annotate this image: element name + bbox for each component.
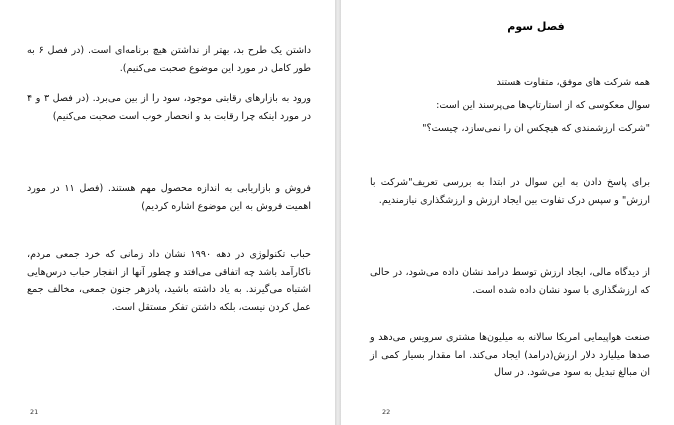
right-paragraph-3: "شرکت ارزشمندی که هیچکس ان را نمی‌سازد، چیست؟" [422,123,650,134]
right-paragraph-6: صنعت هواپیمایی امریکا سالانه به میلیون‌ها مشتری سرویس می‌دهد و صدها میلیارد دلار ارزش(درامد) ایجاد می‌کند. اما مقدار بسیار کمی از ان مبالغ تبدیل به سود می‌شود. در سال [370,332,650,378]
right-page [341,0,674,425]
left-paragraph-4: حباب تکنولوژی در دهه ۱۹۹۰ نشان داد زمانی که خرد جمعی مردم، ناکارآمد باشد چه اتفاقی می‌افتد و چطور آنها از انفجار حباب درس‌هایی اشتباه می‌گیرند. به یاد داشته باشید، پادزهر جنون جمعی، مخالف جمع عمل کردن نیست، بلکه داشتن تفکر مستقل است. [27,249,311,313]
left-page-number: 21 [30,408,39,416]
right-paragraph-5: از دیدگاه مالی، ایجاد ارزش توسط درامد نشان داده می‌شود، در حالی که ارزشگذاری با سود نشان داده شده است. [370,267,650,296]
left-page [0,0,335,425]
left-paragraph-2: ورود به بازارهای رقابتی موجود، سود را از بین می‌برد. (در فصل ۳ و ۴ در مورد اینکه چرا رقابت بد و انحصار خوب است صحبت می‌کنیم) [27,93,311,122]
left-paragraph-3: فروش و بازاریابی به اندازه محصول مهم هستند. (فصل ۱۱ در مورد اهمیت فروش به این موضوع اشاره کردیم) [27,183,311,212]
right-paragraph-1: همه شرکت های موفق، متفاوت هستند [496,77,650,88]
right-paragraph-4: برای پاسخ دادن به این سوال در ابتدا به بررسی تعریف"شرکت با ارزش" و سپس درک تفاوت بین ایجاد ارزش و ارزشگذاری نیازمندیم. [370,177,650,206]
chapter-title: فصل سوم [507,20,565,33]
left-paragraph-1: داشتن یک طرح بد، بهتر از نداشتن هیچ برنامه‌ای است. (در فصل ۶ به طور کامل در مورد این موضوع صحبت می‌کنیم). [27,45,311,74]
right-paragraph-2: سوال معکوسی که از استارتاپ‌ها می‌پرسند این است: [436,100,650,111]
right-page-number: 22 [382,408,391,416]
